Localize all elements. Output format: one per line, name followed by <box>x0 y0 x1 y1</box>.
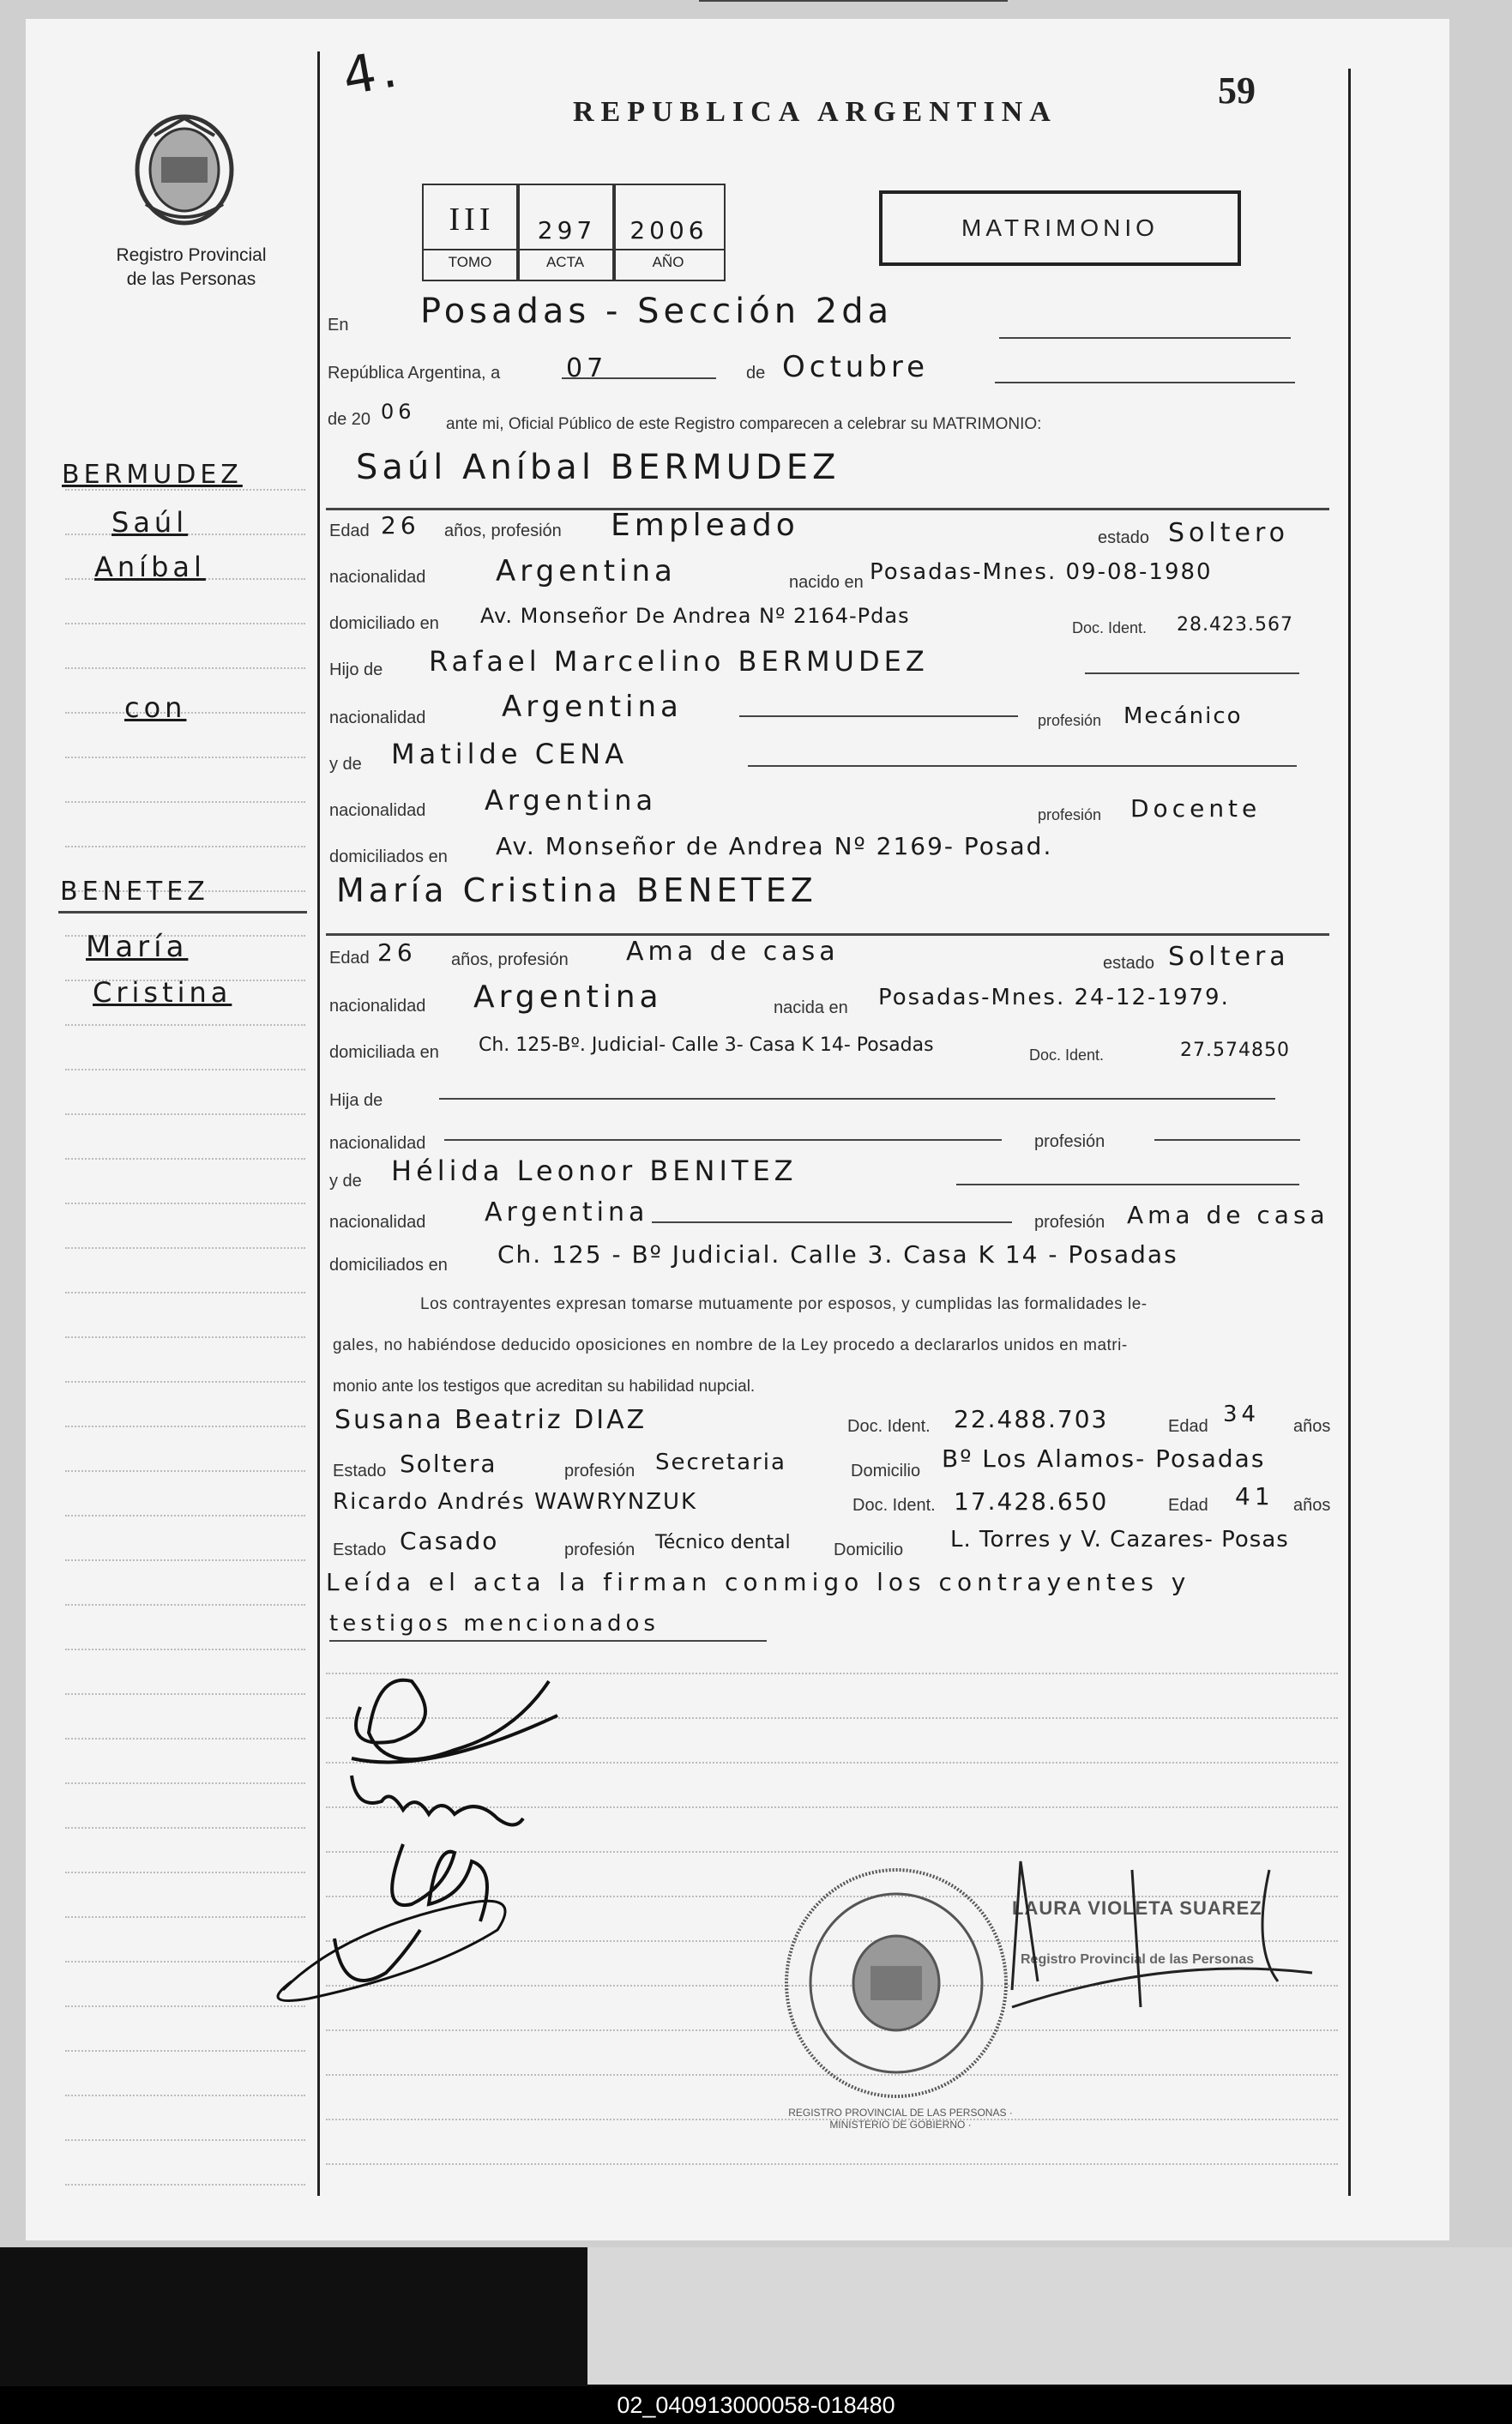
groom-margin-surname: BERMUDEZ <box>62 460 243 490</box>
witness-2-address: L. Torres y V. Cazares- Posas <box>950 1527 1289 1553</box>
place-value: Posadas - Sección 2da <box>420 292 894 331</box>
groom-edad-label: Edad <box>329 522 370 540</box>
bride-mother: Hélida Leonor BENITEZ <box>391 1155 798 1187</box>
en-label: En <box>328 316 349 335</box>
witness-2-estado-label: Estado <box>333 1541 387 1559</box>
closing-line-1: Leída el acta la firman conmigo los contrayentes y <box>326 1568 1191 1596</box>
bride-father-prof-label: profesión <box>1034 1132 1105 1151</box>
bride-margin-underline <box>58 911 307 914</box>
margin-rule <box>65 757 305 758</box>
margin-rule <box>65 1470 305 1472</box>
margin-rule <box>65 1604 305 1606</box>
bride-father-nac-label: nacionalidad <box>329 1134 426 1153</box>
bride-doc: 27.574850 <box>1180 1040 1290 1061</box>
bride-hija-label: Hija de <box>329 1091 383 1110</box>
acta-label: ACTA <box>545 254 585 270</box>
bride-estado-label: estado <box>1103 954 1155 973</box>
month-value: Octubre <box>782 350 930 384</box>
bride-occupation: Ama de casa <box>626 937 840 967</box>
witness-1-status: Soltera <box>400 1450 497 1478</box>
groom-status: Soltero <box>1168 518 1289 548</box>
registry-line-2: de las Personas <box>126 269 256 289</box>
groom-nacido-label: nacido en <box>789 573 864 592</box>
republic-label: República Argentina, a <box>328 364 501 383</box>
bride-margin-second: Cristina <box>93 976 232 1009</box>
bride-nac-label: nacionalidad <box>329 997 426 1016</box>
witness-2-name: Ricardo Andrés WAWRYNZUK <box>333 1489 698 1515</box>
bride-mother-nac-label: nacionalidad <box>329 1213 426 1232</box>
witness-1-estado-label: Estado <box>333 1462 387 1480</box>
groom-father-nac-line <box>739 715 1018 717</box>
groom-father: Rafael Marcelino BERMUDEZ <box>429 645 929 678</box>
groom-anos-label: años, profesión <box>444 522 562 540</box>
bride-parents-dom-label: domiciliados en <box>329 1256 448 1275</box>
margin-rule <box>65 1069 305 1070</box>
margin-rule <box>65 1203 305 1204</box>
stamp-title: Registro Provincial de las Personas <box>1021 1952 1255 1967</box>
ante-text: ante mi, Oficial Público de este Registro comparecen a celebrar su MATRIMONIO: <box>446 415 1042 433</box>
witness-2-doc: 17.428.650 <box>954 1487 1109 1516</box>
witness-2-age: 41 <box>1235 1482 1274 1510</box>
witness-1-doc-label: Doc. Ident. <box>847 1417 931 1436</box>
country-title: REPUBLICA ARGENTINA <box>573 96 1057 128</box>
bride-mother-occupation: Ama de casa <box>1127 1201 1329 1229</box>
bride-mother-nac-line <box>652 1221 1012 1223</box>
stamp-name: LAURA VIOLETA SUAREZ <box>1012 1897 1262 1919</box>
bride-name-line <box>326 933 1329 936</box>
witness-2-prof-label: profesión <box>564 1541 636 1559</box>
margin-rule <box>65 1247 305 1249</box>
witness-2-occupation: Técnico dental <box>655 1532 791 1553</box>
margin-rule <box>65 1381 305 1383</box>
footer-code: 02_040913000058-018480 <box>0 2386 1512 2424</box>
witness-1-prof-label: profesión <box>564 1462 636 1480</box>
signature-drawing <box>240 1647 617 2024</box>
groom-yde-label: y de <box>329 755 362 774</box>
margin-rule <box>65 2095 305 2096</box>
tomo-divider <box>422 249 724 250</box>
bride-margin-first: María <box>86 930 189 964</box>
bride-anos-label: años, profesión <box>451 950 569 969</box>
margin-rule <box>65 1024 305 1026</box>
groom-father-prof-label: profesión <box>1038 712 1102 729</box>
groom-parents-address: Av. Monseñor de Andrea Nº 2169- Posad. <box>496 832 1053 860</box>
groom-full-name: Saúl Aníbal BERMUDEZ <box>356 448 840 487</box>
groom-margin-first: Saúl <box>111 506 189 539</box>
year-suffix: 06 <box>381 400 416 424</box>
closing-underline <box>329 1640 767 1642</box>
groom-name-line <box>326 508 1329 510</box>
de-label: de <box>746 364 766 383</box>
groom-father-occupation: Mecánico <box>1123 703 1243 729</box>
year-prefix: de 20 <box>328 410 371 429</box>
margin-rule <box>65 846 305 847</box>
witness-1-name: Susana Beatriz DIAZ <box>334 1405 648 1435</box>
page-number: 59 <box>1218 69 1256 112</box>
body-rule <box>326 2163 1338 2165</box>
margin-rule <box>65 2139 305 2141</box>
bride-edad-label: Edad <box>329 949 370 968</box>
anio-label: AÑO <box>652 254 684 270</box>
margin-rule <box>65 2184 305 2186</box>
official-seal-icon <box>776 1863 1016 2103</box>
groom-parents-dom-label: domiciliados en <box>329 847 448 866</box>
bride-full-name: María Cristina BENETEZ <box>336 871 817 909</box>
groom-address: Av. Monseñor De Andrea Nº 2164-Pdas <box>480 604 910 628</box>
groom-nac-label: nacionalidad <box>329 568 426 587</box>
stamp-signature-drawing <box>995 1844 1321 2016</box>
bride-age: 26 <box>377 938 417 967</box>
margin-rule <box>65 1336 305 1338</box>
month-line <box>995 382 1295 383</box>
margin-rule <box>65 623 305 624</box>
groom-estado-label: estado <box>1098 528 1150 547</box>
witness-2-edad-label: Edad <box>1168 1496 1208 1515</box>
connector-con: con <box>124 691 187 724</box>
witness-1-anos: años <box>1293 1417 1331 1436</box>
groom-father-nationality: Argentina <box>502 690 683 724</box>
scan-border-right <box>587 2247 1512 2385</box>
margin-rule <box>65 1158 305 1160</box>
margin-rule <box>65 1292 305 1293</box>
bride-birth: Posadas-Mnes. 24-12-1979. <box>878 985 1230 1010</box>
groom-nationality: Argentina <box>496 554 677 588</box>
witness-1-age: 34 <box>1223 1402 1261 1427</box>
bride-margin-surname: BENETEZ <box>60 877 209 907</box>
groom-mother-prof-label: profesión <box>1038 806 1102 823</box>
witness-1-occupation: Secretaria <box>655 1450 786 1475</box>
groom-mother-nationality: Argentina <box>485 784 658 817</box>
bride-nationality: Argentina <box>473 980 663 1015</box>
groom-margin-second: Aníbal <box>94 551 206 583</box>
margin-rule <box>65 2050 305 2052</box>
witness-2-status: Casado <box>400 1527 499 1555</box>
bride-father-prof-line <box>1154 1139 1300 1141</box>
bride-status: Soltera <box>1168 942 1290 972</box>
bride-parents-address: Ch. 125 - Bº Judicial. Calle 3. Casa K 14 - Posadas <box>497 1240 1178 1269</box>
witness-1-address: Bº Los Alamos- Posadas <box>942 1444 1266 1473</box>
bride-hija-line <box>439 1098 1275 1100</box>
acta-value: 297 <box>537 216 597 244</box>
corner-mark: 4. <box>338 38 406 108</box>
groom-mother: Matilde CENA <box>391 738 629 770</box>
bride-domicilio-label: domiciliada en <box>329 1043 439 1062</box>
groom-father-nac-label: nacionalidad <box>329 709 426 727</box>
bride-address: Ch. 125-Bº. Judicial- Calle 3- Casa K 14- Posadas <box>479 1034 934 1056</box>
place-line <box>999 337 1291 339</box>
witness-2-dom-label: Domicilio <box>834 1541 904 1559</box>
margin-rule <box>65 1426 305 1427</box>
bride-father-nac-line <box>444 1139 1002 1141</box>
groom-hijo-label: Hijo de <box>329 660 383 679</box>
witness-2-anos: años <box>1293 1496 1331 1515</box>
tomo-label: TOMO <box>448 254 492 270</box>
day-value: 07 <box>566 353 608 383</box>
margin-rule <box>65 801 305 803</box>
witness-1-dom-label: Domicilio <box>851 1462 921 1480</box>
bride-mother-line <box>956 1184 1299 1185</box>
bride-mother-nationality: Argentina <box>485 1197 649 1227</box>
witness-1-edad-label: Edad <box>1168 1417 1208 1436</box>
groom-mother-nac-label: nacionalidad <box>329 801 426 820</box>
groom-father-line <box>1085 672 1299 674</box>
closing-line-2: testigos mencionados <box>329 1611 660 1637</box>
body-text-line-1: Los contrayentes expresan tomarse mutuamente por esposos, y cumplidas las formalidades le- <box>420 1295 1148 1313</box>
body-text-line-2: gales, no habiéndose deducido oposiciones en nombre de la Ley procedo a declararlos unidos en matri- <box>333 1336 1128 1354</box>
tomo-value: III <box>449 202 495 238</box>
coat-of-arms-icon <box>129 110 240 230</box>
registry-line-1: Registro Provincial <box>116 245 267 265</box>
groom-age: 26 <box>381 511 420 540</box>
record-type-box: MATRIMONIO <box>879 190 1241 266</box>
groom-mother-occupation: Docente <box>1130 794 1262 823</box>
margin-rule <box>65 1515 305 1517</box>
groom-birth: Posadas-Mnes. 09-08-1980 <box>870 559 1213 585</box>
groom-doc: 28.423.567 <box>1177 614 1293 636</box>
groom-mother-line <box>748 765 1297 767</box>
bride-nacida-label: nacida en <box>774 998 848 1017</box>
day-line <box>562 377 716 379</box>
body-text-line-3: monio ante los testigos que acreditan su habilidad nupcial. <box>333 1378 756 1396</box>
groom-domicilio-label: domiciliado en <box>329 614 439 633</box>
margin-rule <box>65 1559 305 1561</box>
groom-occupation: Empleado <box>611 508 799 543</box>
margin-rule <box>65 667 305 669</box>
bride-mother-prof-label: profesión <box>1034 1213 1105 1232</box>
anio-value: 2006 <box>629 216 708 244</box>
groom-mother-nac-line <box>699 0 1008 2</box>
groom-doc-label: Doc. Ident. <box>1072 619 1148 636</box>
right-border <box>1348 69 1351 2196</box>
witness-1-doc: 22.488.703 <box>954 1405 1109 1433</box>
bride-doc-label: Doc. Ident. <box>1029 1046 1105 1064</box>
seal-text: REGISTRO PROVINCIAL DE LAS PERSONAS · MINISTERIO DE GOBIERNO · <box>788 2107 1013 2131</box>
margin-rule <box>65 1113 305 1115</box>
witness-2-doc-label: Doc. Ident. <box>852 1496 936 1515</box>
bride-yde-label: y de <box>329 1172 362 1191</box>
